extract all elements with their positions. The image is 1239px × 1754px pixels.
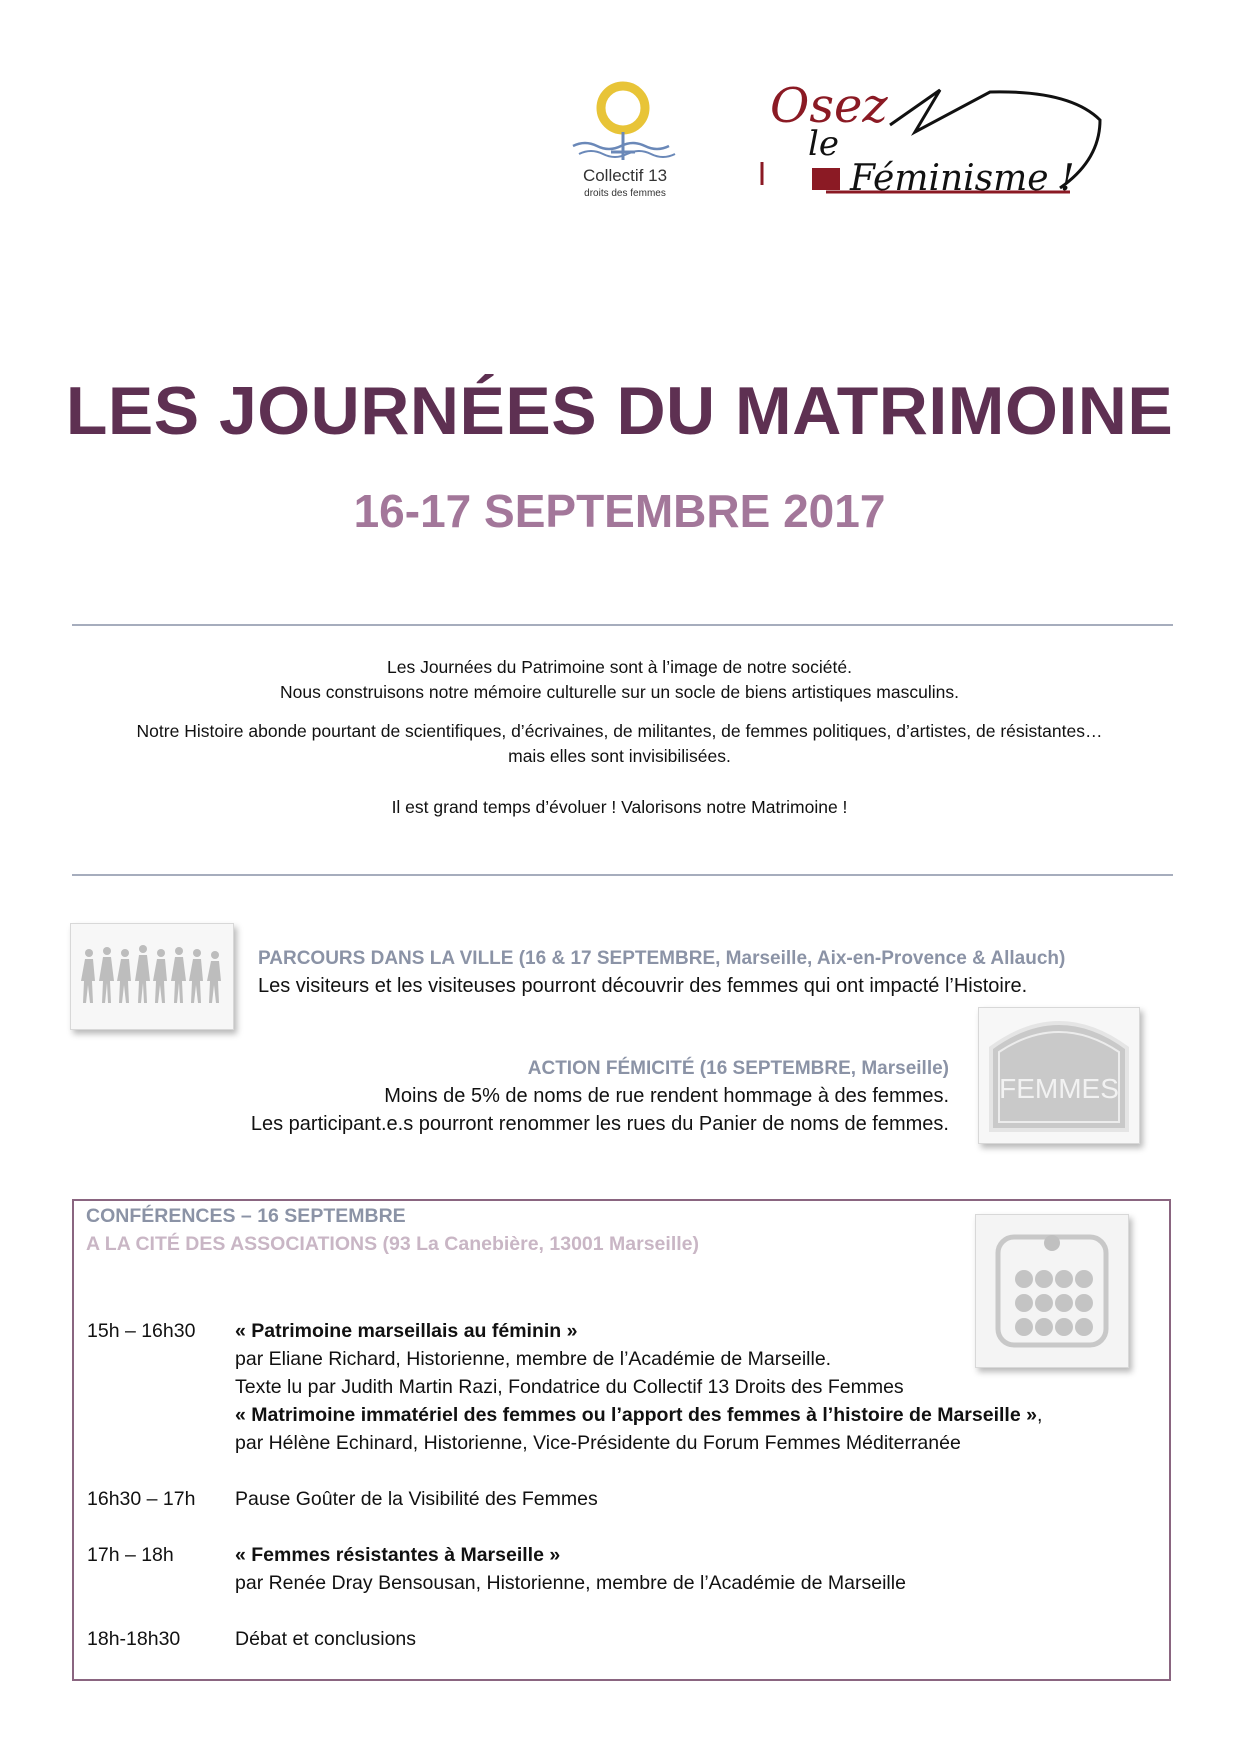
slot1-speaker2: par Hélène Echinard, Historienne, Vice-Présidente du Forum Femmes Méditerranée bbox=[235, 1432, 961, 1454]
slot1-talk2-row bbox=[235, 1404, 1042, 1427]
osez-word-3: Féminisme ! bbox=[850, 158, 1075, 199]
intro-line-5: Il est grand temps d’évoluer ! Valorisons notre Matrimoine ! bbox=[391, 797, 848, 817]
venus-wave-icon bbox=[565, 74, 685, 174]
parcours-heading: PARCOURS DANS LA VILLE (16 & 17 SEPTEMBRE, Marseille, Aix-en-Provence & Allauch) bbox=[258, 948, 1066, 969]
slot1-speaker1: par Eliane Richard, Historienne, membre de l’Académie de Marseille. bbox=[235, 1348, 832, 1370]
women-walking-icon bbox=[70, 923, 234, 1030]
slot4-text: Débat et conclusions bbox=[235, 1628, 417, 1650]
slot1-talk2-suffix: , bbox=[1036, 1404, 1043, 1426]
conferences-heading: CONFÉRENCES – 16 SEPTEMBRE bbox=[86, 1205, 406, 1227]
slot4-time: 18h-18h30 bbox=[87, 1628, 181, 1650]
osez-word-1: Osez bbox=[770, 78, 888, 134]
collectif13-name: Collectif 13 bbox=[582, 166, 668, 185]
collectif13-logo bbox=[565, 74, 685, 204]
street-sign-label: FEMMES bbox=[999, 1073, 1119, 1104]
intro-line-1: Les Journées du Patrimoine sont à l’image de notre société. bbox=[387, 657, 852, 677]
intro-line-4: mais elles sont invisibilisées. bbox=[508, 746, 731, 766]
osez-word-2: le bbox=[808, 124, 839, 164]
calendar-icon bbox=[975, 1214, 1129, 1368]
slot3-talk: « Femmes résistantes à Marseille » bbox=[235, 1544, 561, 1566]
page-subtitle: 16-17 SEPTEMBRE 2017 bbox=[353, 485, 886, 537]
slot2-text: Pause Goûter de la Visibilité des Femmes bbox=[235, 1488, 598, 1510]
slot3-time: 17h – 18h bbox=[87, 1544, 174, 1566]
slot1-reader: Texte lu par Judith Martin Razi, Fondatrice du Collectif 13 Droits des Femmes bbox=[235, 1376, 904, 1398]
osez-le-feminisme-logo bbox=[740, 70, 1110, 210]
parcours-text: Les visiteurs et les visiteuses pourront découvrir des femmes qui ont impacté l’Histoire. bbox=[258, 975, 1028, 997]
action-text-1: Moins de 5% de noms de rue rendent hommage à des femmes. bbox=[384, 1085, 949, 1107]
divider-top bbox=[72, 624, 1173, 626]
slot1-talk2: « Matrimoine immatériel des femmes ou l’apport des femmes à l’histoire de Marseille » bbox=[235, 1404, 1037, 1426]
collectif13-subtitle: droits des femmes bbox=[584, 188, 666, 199]
intro-line-2: Nous construisons notre mémoire culturelle sur un socle de biens artistiques masculins. bbox=[280, 682, 959, 702]
slot1-talk1: « Patrimoine marseillais au féminin » bbox=[235, 1320, 578, 1342]
intro-line-3: Notre Histoire abonde pourtant de scientifiques, d’écrivaines, de militantes, de femmes politiques, d’artistes, de résistantes… bbox=[136, 721, 1103, 741]
slot1-time: 15h – 16h30 bbox=[87, 1320, 196, 1342]
slot2-time: 16h30 – 17h bbox=[87, 1488, 196, 1510]
action-text-2: Les participant.e.s pourront renommer les rues du Panier de noms de femmes. bbox=[250, 1113, 949, 1135]
page-title: LES JOURNÉES DU MATRIMOINE bbox=[65, 373, 1174, 449]
street-sign-icon bbox=[978, 1007, 1140, 1144]
slot3-speaker: par Renée Dray Bensousan, Historienne, membre de l’Académie de Marseille bbox=[235, 1572, 906, 1594]
action-heading: ACTION FÉMICITÉ (16 SEPTEMBRE, Marseille) bbox=[527, 1058, 949, 1079]
divider-bottom bbox=[72, 874, 1173, 876]
conferences-location: A LA CITÉ DES ASSOCIATIONS (93 La Canebière, 13001 Marseille) bbox=[86, 1233, 699, 1255]
